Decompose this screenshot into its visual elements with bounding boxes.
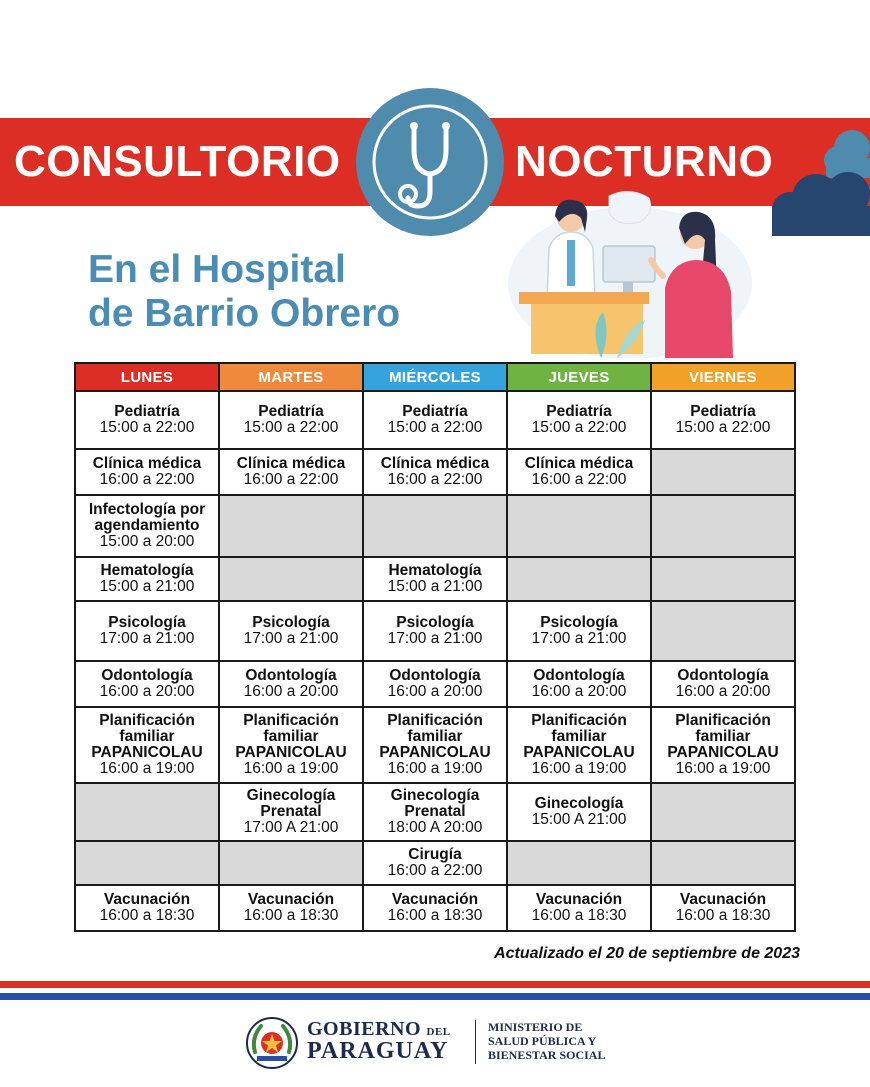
- gov-name-line2: PARAGUAY: [307, 1038, 449, 1064]
- day-header-row: [75, 363, 795, 391]
- empty-slot: [651, 557, 795, 601]
- schedule-cell: [507, 391, 651, 449]
- ministry-line-1: MINISTERIO DE: [488, 1020, 583, 1034]
- empty-slot: [507, 495, 651, 557]
- reception-illustration: [505, 188, 755, 358]
- schedule-cell: [219, 707, 363, 783]
- specialty-name: Vacunación: [247, 891, 335, 908]
- specialty-name: Pediatría: [402, 403, 468, 420]
- specialty-name: Planificación familiar PAPANICOLAU: [667, 712, 779, 761]
- table-row: [75, 885, 795, 931]
- table-row: [75, 841, 795, 885]
- day-header-miércoles: MIÉRCOLES: [363, 363, 507, 391]
- flag-stripe-blue: [0, 993, 870, 1000]
- day-header-viernes: VIERNES: [651, 363, 795, 391]
- day-header-jueves: JUEVES: [507, 363, 651, 391]
- schedule-cell: [651, 885, 795, 931]
- table-row: [75, 557, 795, 601]
- specialty-name: Odontología: [245, 667, 337, 684]
- specialty-hours: 15:00 a 22:00: [531, 419, 627, 436]
- specialty-hours: 15:00 a 22:00: [387, 419, 483, 436]
- specialty-name: Ginecología Prenatal: [246, 787, 336, 820]
- schedule-cell: [363, 661, 507, 707]
- empty-slot: [651, 449, 795, 495]
- empty-slot: [363, 495, 507, 557]
- specialty-hours: 18:00 A 20:00: [387, 819, 483, 836]
- specialty-name: Clínica médica: [524, 455, 634, 472]
- specialty-hours: 16:00 a 22:00: [243, 471, 339, 488]
- title-line-2: de Barrio Obrero: [88, 292, 401, 335]
- schedule-cell: [507, 885, 651, 931]
- specialty-hours: 16:00 a 22:00: [99, 471, 195, 488]
- specialty-name: Psicología: [540, 614, 618, 631]
- schedule-cell: [219, 783, 363, 841]
- specialty-name: Planificación familiar PAPANICOLAU: [235, 712, 347, 761]
- schedule-cell: [75, 601, 219, 661]
- empty-slot: [651, 841, 795, 885]
- footer-divider: [475, 1020, 476, 1064]
- empty-slot: [75, 783, 219, 841]
- specialty-name: Odontología: [101, 667, 193, 684]
- ministry-line-3: BIENESTAR SOCIAL: [488, 1048, 606, 1062]
- day-header-martes: MARTES: [219, 363, 363, 391]
- specialty-hours: 16:00 a 19:00: [243, 760, 339, 777]
- specialty-name: Vacunación: [103, 891, 191, 908]
- schedule-cell: [651, 391, 795, 449]
- schedule-cell: [75, 885, 219, 931]
- schedule-cell: [363, 841, 507, 885]
- specialty-hours: 15:00 A 21:00: [531, 811, 627, 828]
- empty-slot: [219, 495, 363, 557]
- schedule-cell: [363, 391, 507, 449]
- specialty-hours: 16:00 a 18:30: [243, 907, 339, 924]
- table-row: [75, 661, 795, 707]
- specialty-name: Vacunación: [679, 891, 767, 908]
- specialty-name: Odontología: [677, 667, 769, 684]
- page-title: [88, 248, 400, 336]
- specialty-hours: 16:00 a 18:30: [531, 907, 627, 924]
- schedule-cell: [363, 449, 507, 495]
- schedule-cell: [219, 601, 363, 661]
- specialty-hours: 16:00 a 20:00: [675, 683, 771, 700]
- specialty-name: Cirugía: [408, 846, 462, 863]
- banner-title-left: CONSULTORIO: [14, 137, 341, 186]
- empty-slot: [219, 841, 363, 885]
- specialty-hours: 16:00 a 19:00: [531, 760, 627, 777]
- specialty-hours: 16:00 a 19:00: [675, 760, 771, 777]
- specialty-hours: 16:00 a 22:00: [387, 471, 483, 488]
- specialty-name: Hematología: [100, 562, 194, 579]
- specialty-hours: 16:00 a 20:00: [99, 683, 195, 700]
- schedule-cell: [75, 495, 219, 557]
- specialty-name: Hematología: [388, 562, 482, 579]
- title-line-1: En el Hospital: [88, 248, 346, 291]
- schedule-cell: [507, 601, 651, 661]
- empty-slot: [651, 601, 795, 661]
- empty-slot: [651, 495, 795, 557]
- specialty-name: Psicología: [252, 614, 330, 631]
- specialty-name: Ginecología: [534, 795, 624, 812]
- specialty-hours: 17:00 a 21:00: [531, 630, 627, 647]
- table-row: [75, 391, 795, 449]
- day-header-lunes: LUNES: [75, 363, 219, 391]
- banner-title-right: NOCTURNO: [515, 137, 774, 186]
- specialty-name: Odontología: [389, 667, 481, 684]
- table-row: [75, 495, 795, 557]
- table-row: [75, 707, 795, 783]
- specialty-name: Infectología por agendamiento: [88, 501, 206, 534]
- specialty-hours: 15:00 a 22:00: [99, 419, 195, 436]
- specialty-hours: 16:00 a 20:00: [243, 683, 339, 700]
- empty-slot: [219, 557, 363, 601]
- specialty-hours: 15:00 a 22:00: [675, 419, 771, 436]
- specialty-name: Clínica médica: [92, 455, 202, 472]
- schedule-cell: [363, 601, 507, 661]
- ministry-line-2: SALUD PÚBLICA Y: [488, 1034, 597, 1048]
- ministry-name: [488, 1020, 605, 1062]
- schedule-cell: [507, 783, 651, 841]
- schedule-cell: [75, 449, 219, 495]
- stethoscope-icon: [356, 88, 504, 236]
- specialty-name: Ginecología Prenatal: [390, 787, 480, 820]
- specialty-hours: 16:00 a 20:00: [387, 683, 483, 700]
- specialty-name: Odontología: [533, 667, 625, 684]
- specialty-hours: 15:00 a 21:00: [387, 578, 483, 595]
- specialty-name: Psicología: [108, 614, 186, 631]
- gov-name-line1: GOBIERNO DEL: [307, 1018, 451, 1040]
- schedule-cell: [651, 707, 795, 783]
- specialty-name: Pediatría: [546, 403, 612, 420]
- specialty-hours: 16:00 a 19:00: [387, 760, 483, 777]
- schedule-cell: [507, 449, 651, 495]
- specialty-hours: 17:00 a 21:00: [243, 630, 339, 647]
- schedule-cell: [219, 661, 363, 707]
- specialty-name: Pediatría: [258, 403, 324, 420]
- specialty-hours: 15:00 a 21:00: [99, 578, 195, 595]
- schedule-cell: [363, 707, 507, 783]
- specialty-hours: 16:00 a 20:00: [531, 683, 627, 700]
- specialty-hours: 16:00 a 18:30: [675, 907, 771, 924]
- specialty-name: Clínica médica: [380, 455, 490, 472]
- paraguay-seal-icon: [245, 1016, 299, 1070]
- schedule-cell: [507, 661, 651, 707]
- schedule-cell: [507, 707, 651, 783]
- specialty-hours: 16:00 a 18:30: [387, 907, 483, 924]
- specialty-hours: 16:00 a 19:00: [99, 760, 195, 777]
- specialty-hours: 17:00 a 21:00: [387, 630, 483, 647]
- specialty-name: Planificación familiar PAPANICOLAU: [379, 712, 491, 761]
- schedule-cell: [651, 661, 795, 707]
- schedule-cell: [363, 557, 507, 601]
- schedule-table: [74, 362, 796, 932]
- stethoscope-badge: [356, 88, 504, 236]
- table-row: [75, 783, 795, 841]
- moon-cloud-icon: [770, 118, 870, 236]
- table-row: [75, 449, 795, 495]
- specialty-hours: 16:00 a 18:30: [99, 907, 195, 924]
- specialty-name: Planificación familiar PAPANICOLAU: [91, 712, 203, 761]
- schedule-cell: [75, 707, 219, 783]
- specialty-name: Vacunación: [535, 891, 623, 908]
- flag-stripe-red: [0, 981, 870, 988]
- schedule-cell: [75, 391, 219, 449]
- updated-note: Actualizado el 20 de septiembre de 2023: [494, 945, 800, 962]
- empty-slot: [507, 557, 651, 601]
- specialty-hours: 16:00 a 22:00: [531, 471, 627, 488]
- schedule-cell: [75, 557, 219, 601]
- specialty-name: Pediatría: [114, 403, 180, 420]
- specialty-name: Clínica médica: [236, 455, 346, 472]
- specialty-hours: 15:00 a 20:00: [99, 533, 195, 550]
- schedule-cell: [363, 783, 507, 841]
- specialty-name: Planificación familiar PAPANICOLAU: [523, 712, 635, 761]
- specialty-hours: 16:00 a 22:00: [387, 862, 483, 879]
- specialty-hours: 17:00 a 21:00: [99, 630, 195, 647]
- specialty-name: Pediatría: [690, 403, 756, 420]
- schedule-cell: [219, 449, 363, 495]
- schedule-cell: [75, 661, 219, 707]
- empty-slot: [507, 841, 651, 885]
- table-row: [75, 601, 795, 661]
- specialty-hours: 17:00 A 21:00: [243, 819, 339, 836]
- empty-slot: [75, 841, 219, 885]
- specialty-hours: 15:00 a 22:00: [243, 419, 339, 436]
- schedule-cell: [363, 885, 507, 931]
- schedule-cell: [219, 885, 363, 931]
- specialty-name: Psicología: [396, 614, 474, 631]
- schedule-cell: [219, 391, 363, 449]
- specialty-name: Vacunación: [391, 891, 479, 908]
- empty-slot: [651, 783, 795, 841]
